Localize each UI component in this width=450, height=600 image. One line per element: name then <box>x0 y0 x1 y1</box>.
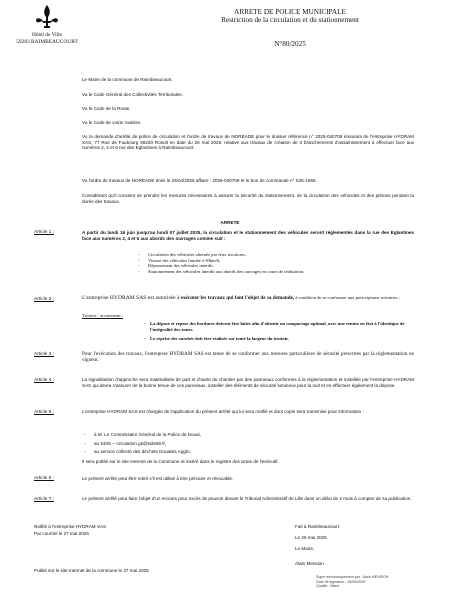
list-item: - Vitesse des véhicules limitée à 30km/h, <box>148 258 428 264</box>
list-item: - La dépose et repose des bordures doivent être faites afin d'obtenir un compactage optimal, avec une remise en état à l'identique de l'intégralité des zones. <box>150 321 422 332</box>
list-item: - à M. Le Commissaire Général de la Police de Douai, <box>94 432 394 438</box>
mayor-name: Alain Mension <box>295 561 324 566</box>
sig-line-3: Qualité : Maire <box>316 584 340 589</box>
article-2-intro-a: L'entreprise HYDRAM SAS est autorisée à <box>82 295 180 301</box>
list-item: - Le reprise des enrobés doit être réalisée sur toute la largeur du trottoir. <box>150 336 422 342</box>
article-4-label: Article 4 : <box>34 378 54 383</box>
preamble-mayor: Le Maire de la commune de Raimbeaucourt. <box>82 77 173 82</box>
list-item: - Stationnement des véhicules interdit aux abords des ouvrages en cours de réalisation. <box>148 269 428 275</box>
sig-line-1: Signé électroniquement par : Alain MENSION <box>316 575 389 579</box>
fleur-de-lis-icon <box>34 4 60 30</box>
article-2-sub-heading: Trottoir / accotement : <box>82 313 124 318</box>
article-2-intro <box>82 295 416 302</box>
town-address: 59283 RAIMBEAUCOURT <box>16 39 78 45</box>
list-item: - Circulation des véhicules alternée par feux tricolores, <box>148 252 428 258</box>
done-at: Fait à Raimbeaucourt, <box>295 524 341 529</box>
arrete-heading: ARRETE <box>220 220 240 225</box>
list-item: - Dépassement des véhicules interdit, <box>148 263 428 269</box>
notified-line: Notifié à l'entreprise HYDRAM SAS <box>34 524 107 529</box>
article-2-list <box>140 321 422 342</box>
decree-title: ARRETE DE POLICE MUNICIPALE <box>234 8 346 16</box>
town-hall-label: Hôtel de Ville <box>31 32 63 38</box>
preamble-cgct: Vu le Code Général des Collectivités Territoriales. <box>82 92 183 97</box>
article-6-label: Article 6 : <box>34 476 54 481</box>
decree-number: N°80/2025 <box>274 40 306 48</box>
article-5-list <box>76 432 394 455</box>
article-4-text: La signalisation d'approche sera matérialisée de part et d'autre du chantier par des panneaux conformes à la réglementation et installée par l'entreprise HYDRAM SAS qui devra s'assurer de la bonne tenue de ces panneaux, installer des éléments de sécurité lumineux pour la nuit et en effectuer également la dépose. <box>82 377 414 388</box>
article-2-intro-b: exécuter les travaux qui font l'objet de sa demande, <box>180 295 295 301</box>
sig-line-2: Date de signature : 26/05/2025 <box>316 579 366 584</box>
notified-date: Par courriel le 27 mai 2025 <box>34 531 89 536</box>
article-5-text: L'entreprise HYDRAM SAS est chargée de l'application du présent arrêté qui lui sera notifié et dont copie sera transmise pour information : <box>82 409 364 414</box>
mayor-title: Le Maire, <box>295 546 315 551</box>
done-date: Le 26 mai 2025 <box>295 535 327 540</box>
town-crest <box>34 4 60 30</box>
article-2-label: Article 2 : <box>34 297 54 302</box>
published-line: Publié sur le site Internet de la commune le 27 mai 2025 <box>34 568 149 573</box>
article-5-label: Article 5 : <box>34 410 54 415</box>
article-7-text: Le présent arrêté peut faire l'objet d'un recours pour excès de pouvoir devant le Tribunal Administratif de Lille dans un délai de 2 mois à compter de sa publication. <box>82 496 412 501</box>
decree-subtitle: Restriction de la circulation et du stationnement <box>221 16 359 24</box>
e-signature-block <box>316 575 436 589</box>
preamble-code-route: Vu le Code de la Route. <box>82 106 131 111</box>
list-item: - au SDIS – circulation.gs@sdis59.fr, <box>94 441 394 447</box>
preamble-request: Vu la demande d'arrêté de police de circulation et l'ordre de travaux de NOREADE pour le dossier référencé n° 2025-040708 émanant de l'entreprise HYDRAM SAS, 77 Rue de Faubourg 59230 Rosult en date du 26 mai 2025, relative aux travaux de création de 3 branchements d'assainissement à effectuer face aux numéros 2, 4 et 6 rue des Eglantines à Raimbeaucourt. <box>82 134 414 151</box>
article-1-list <box>130 252 428 274</box>
article-6-text: Le présent arrêté peut être retiré s'il est utilisé à titre précaire et révocable. <box>82 476 234 481</box>
article-1-text: A partir du lundi 16 juin jusqu'au lundi 07 juillet 2025, la circulation et le stationnement des véhicules seront réglementés dans la rue des Eglantines face aux numéros 2, 4 et 6 aux abords des ouvrages comme suit : <box>82 230 414 241</box>
preamble-code-voirie: Vu le Code de voirie routière. <box>82 120 142 125</box>
article-1-label: Article 1 : <box>34 230 54 235</box>
article-5-after: Il sera publié sur le site Internet de la Commune et inséré dans le registre des actes de l'exécutif. <box>82 459 279 464</box>
list-item: - au service collecte des déchets Douaisis Agglo, <box>94 449 394 455</box>
preamble-considering: Considérant qu'il convient de prendre les mesures nécessaires à assurer la sécurité du stationnement, de la circulation des véhicules et des piétons pendant la durée des travaux. <box>82 193 414 204</box>
article-2-intro-c: à condition de se conformer aux prescriptions suivantes : <box>295 295 400 300</box>
article-3-text: Pour l'exécution des travaux, l'entreprise HYDRAM SAS est tenue de se conformer aux mesures particulières de sécurité prescrites par la réglementation en vigueur. <box>82 351 414 363</box>
preamble-work-order: Vu l'ordre de travaux de NOREADE émis le 25/04/2025 affaire : 2025-040708 et le bon de commande n° S25-1658. <box>82 178 317 183</box>
article-7-label: Article 7 : <box>34 497 54 502</box>
article-3-label: Article 3 : <box>34 352 54 357</box>
